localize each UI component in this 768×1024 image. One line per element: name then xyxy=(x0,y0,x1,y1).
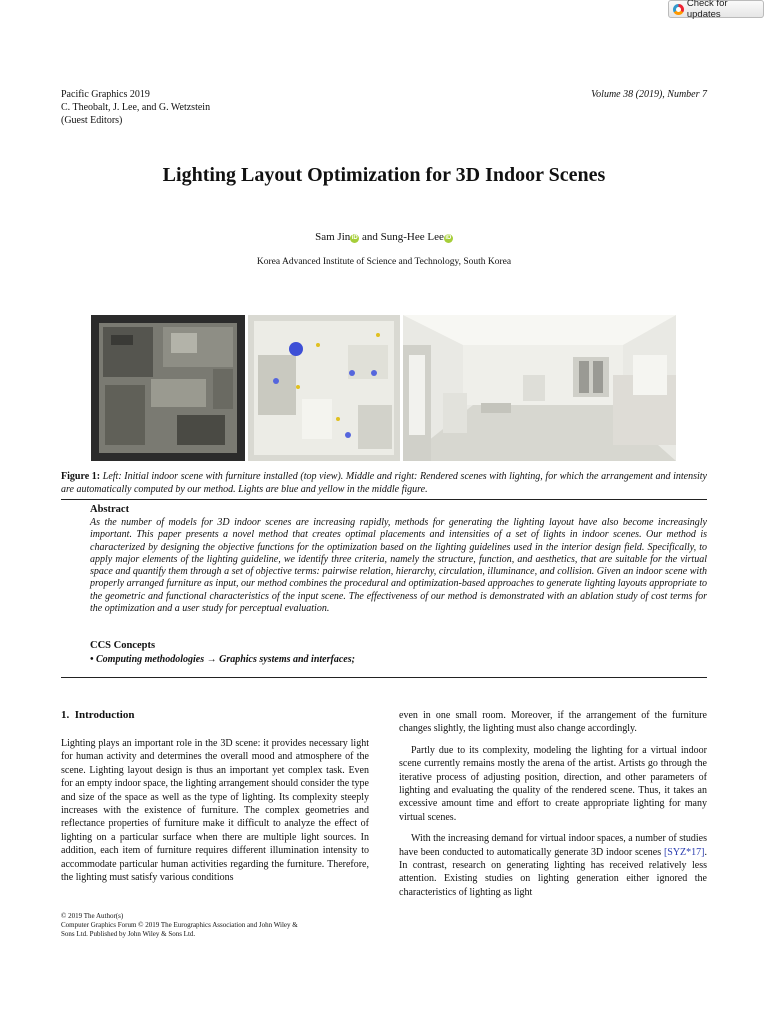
author-list xyxy=(0,231,768,243)
ccs-heading: CCS Concepts xyxy=(90,640,156,651)
section-heading xyxy=(61,709,134,721)
author-name: Sung-Hee Lee xyxy=(380,231,444,243)
divider xyxy=(61,677,707,678)
volume-info: Volume 38 (2019), Number 7 xyxy=(591,89,707,100)
paragraph-text: . In contrast, research on generating lighting has received relatively less attention. Existing studies on lighting generation either ignored the characteristics of lighting as light xyxy=(399,846,707,898)
figure-lit-topview-image xyxy=(248,315,400,461)
publisher-line: Computer Graphics Forum © 2019 The Eurographics Association and John Wiley & Sons Ltd. Published by John Wiley & Sons Ltd. xyxy=(61,921,298,938)
ccs-item: Computing methodologies xyxy=(96,654,205,665)
abstract-heading: Abstract xyxy=(90,504,130,515)
crossmark-icon xyxy=(673,4,684,15)
copyright-line: © 2019 The Author(s) xyxy=(61,912,124,920)
orcid-icon[interactable]: iD xyxy=(351,235,358,241)
abstract-text: As the number of models for 3D indoor scenes are increasing rapidly, methods for generating the lighting layout have also become increasingly important. This paper presents a novel method that creates optimal placements and intensities of a set of lights in indoor scenes. Our method is characterized by designing the objective functions for the optimization based on the lighting guidelines used in the interior design field. Specifically, to apply major elements of the lighting guideline, we identify three criteria, namely the structure, function, and aesthetics, that are suitable for the virtual space and quantify them through a set of objective terms: pairwise relation, hierarchy, circulation, illuminance, and collision. Given an indoor scene with properly arranged furniture as input, our method combines the procedural and optimization-based approaches to generate lighting layouts appropriate to the geometric and functional characteristics of the input scene. The effectiveness of our method is demonstrated with an ablation study of cost terms for the optimization and a user study for perceptual evaluation. xyxy=(90,517,707,615)
guest-editors-label: (Guest Editors) xyxy=(61,115,123,126)
arrow-icon: → xyxy=(206,654,217,665)
citation-link[interactable]: [SYZ*17] xyxy=(663,846,705,858)
guest-editors-names: C. Theobalt, J. Lee, and G. Wetzstein xyxy=(61,102,211,113)
figure-label: Figure 1: xyxy=(61,471,101,482)
check-for-updates-label: Check for updates xyxy=(686,0,728,20)
paper-title: Lighting Layout Optimization for 3D Indoor Scenes xyxy=(162,164,606,186)
figure-caption-text: Left: Initial indoor scene with furniture installed (top view). Middle and right: Rendered scenes with lighting, for which the arrangement and intensity are automatically computed by our method. Lights are blue and yellow in the middle figure. xyxy=(61,471,707,495)
right-column xyxy=(399,709,707,907)
check-for-updates-button[interactable] xyxy=(668,0,764,18)
paragraph: Partly due to its complexity, modeling the lighting for a virtual indoor scene currently remains mostly the arena of the artist. Artists go through the iterative process of adjusting position, direction, and other parameters of lighting and evaluating the quality of the rendered scene. Thus, it takes an excessive amount time and effort to create appropriate lighting for many virtual scenes. xyxy=(399,744,707,823)
figure-topview-image xyxy=(91,315,245,461)
figure-rendered-room-image xyxy=(403,315,676,461)
divider xyxy=(61,499,707,500)
section-title: Introduction xyxy=(74,709,135,721)
conference-name: Pacific Graphics 2019 xyxy=(61,89,150,100)
figure-caption xyxy=(61,470,707,496)
paragraph: Lighting plays an important role in the 3D scene: it provides necessary light for human activity and determines the overall mood and atmosphere of the scene. Lighting layout design is thus an important yet complex task. Even for an empty indoor space, the lighting arrangement should consider the type and size of the space as well as the type of lighting. Its complexity steeply increases with the existence of furniture. The complex geometries and reflectance properties of furniture make it difficult to analyze the effect of lighting on a particular surface when there are multiple light sources. In addition, each item of furniture requires different illumination intensity to accommodate particular human activities regarding the furniture. Therefore, the lighting must satisfy various conditions xyxy=(61,738,369,884)
paragraph-text: With the increasing demand for virtual indoor spaces, a number of studies have been conducted to automatically generate 3D indoor scenes xyxy=(399,833,707,858)
paragraph xyxy=(399,832,707,899)
bullet: • xyxy=(90,654,94,665)
affiliation: Korea Advanced Institute of Science and Technology, South Korea xyxy=(256,257,512,267)
author-name: Sam Jin xyxy=(315,231,351,243)
ccs-item: Graphics systems and interfaces; xyxy=(219,654,355,665)
section-number: 1. xyxy=(61,709,70,721)
left-column xyxy=(61,737,369,892)
ccs-concepts xyxy=(90,654,355,665)
journal-header xyxy=(61,88,210,127)
orcid-icon[interactable]: iD xyxy=(445,235,452,241)
copyright-footer xyxy=(61,912,311,939)
author-separator: and xyxy=(359,231,381,243)
paragraph: even in one small room. Moreover, if the arrangement of the furniture changes slightly, the lighting must also change accordingly. xyxy=(399,710,707,735)
